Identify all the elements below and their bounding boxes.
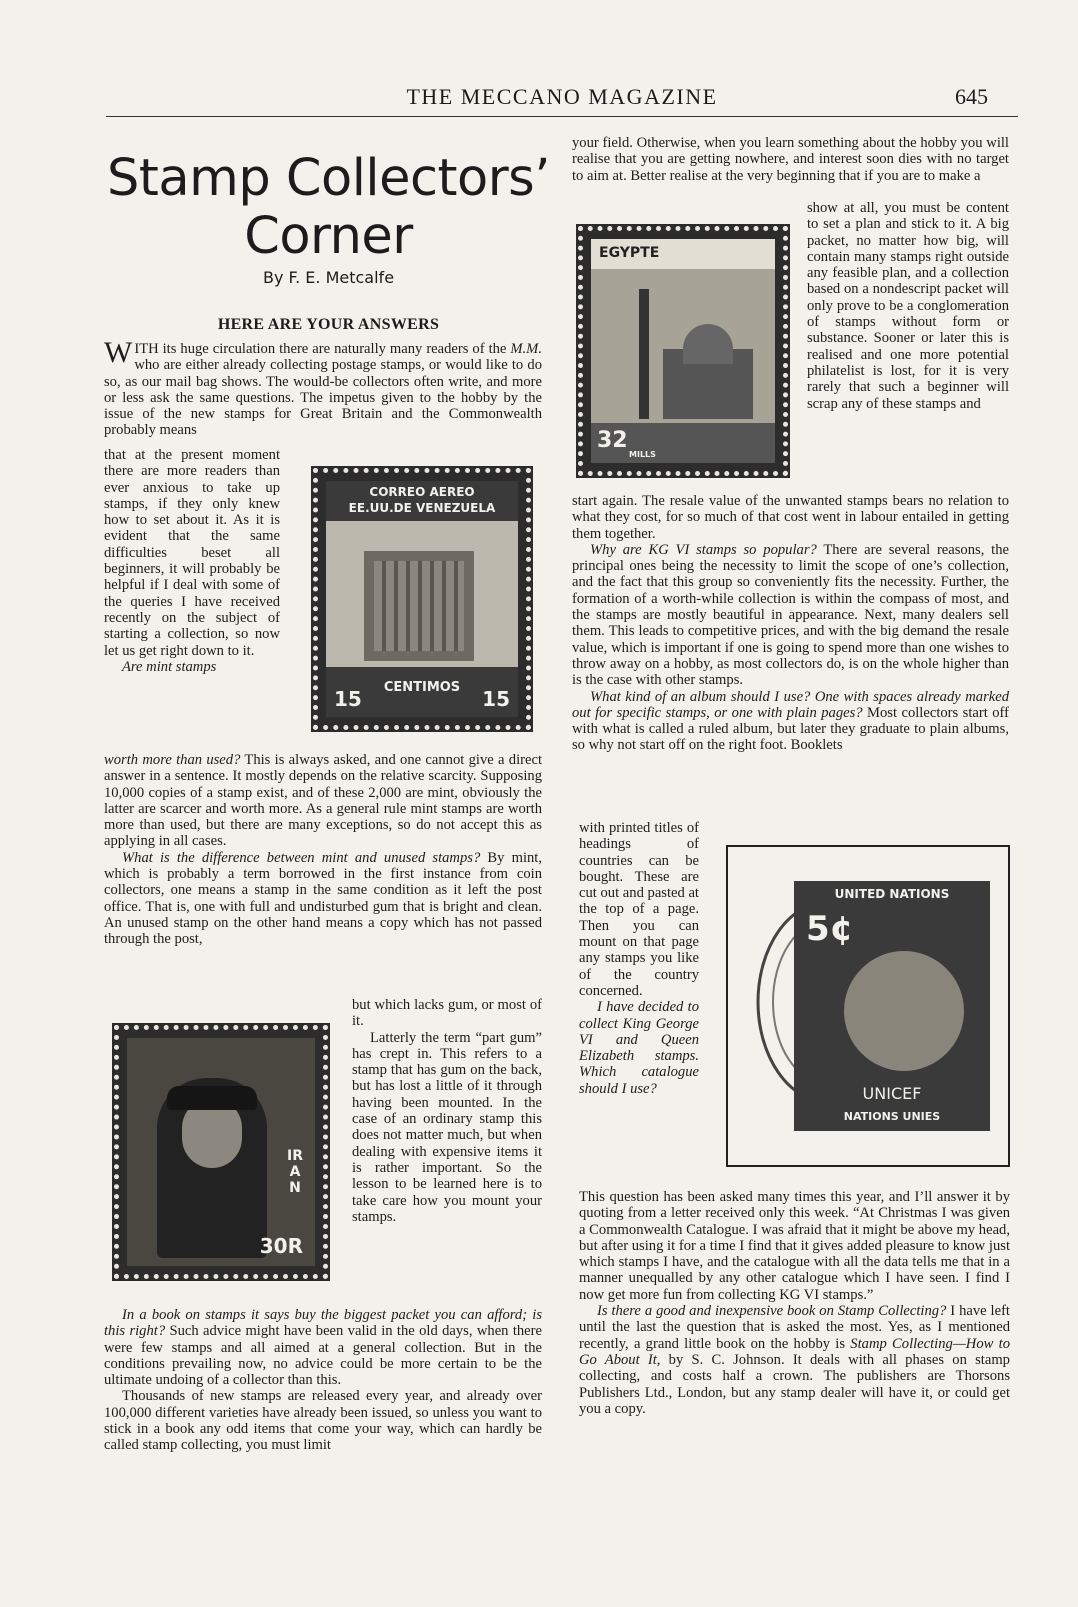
right-body-bottom: This question has been asked many times this year, and I’ll answer it by quoting from a letter received only this week. “At Christmas I was given a Commonwealth Catalogue. I was afraid that it might be above my head, but after using it for a time I find that it gives added pleasure to know just which stamps I have, and the catalogue with all the data tells me that in a manner unequalled by any other catalogue which I have seen. I find I now get more fun from collecting KG VI stamps.” Is there a good and inexpensive book on Stamp Collecting? I have left until the last the question that is asked the most. Yes, as I mentioned recently, a grand little book on the hobby is Stamp Collecting—How to Go About It, by S. C. Johnson. It deals with all phases on stamp collecting, and costs half a crown. The publishers are Thorsons Publishers Ltd., London, but any stamp dealer will have it, or could get you a copy.	[579, 1189, 1010, 1417]
narrow-text-right-1: show at all, you must be content to set a plan and stick to it. A big packet, no matter how big, will contain many stamps right outside any feasible plan, and a collection based on a nondescript packet will only prove to be a conglomeration of stamps without form or substance. Sooner or later this is realised and one more potential philatelist is lost, for it is very rarely that such a beginner will scrap any of these stamps and	[807, 200, 1009, 412]
article-byline: By F. E. Metcalfe	[262, 268, 395, 287]
left-body-2: In a book on stamps it says buy the biggest packet you can afford; is this right? Such advice might have been valid in the old days, when there were few stamps and all aimed at a general collection. But in the conditions prevailing now, no advice could be more certain to be the ultimate undoing of a collector than this. Thousands of new stamps are released every year, and already over 100,000 different varieties have already been issued, so unless you want to stick in a book any odd items that come your way, which can hardly be called stamp collecting, you must limit	[104, 1307, 542, 1454]
section-heading: HERE ARE YOUR ANSWERS	[217, 316, 440, 333]
magazine-title: THE MECCANO MAGAZINE	[406, 84, 718, 109]
iran-stamp-image: IRAN 30R	[114, 1025, 328, 1279]
narrow-text-left-2: but which lacks gum, or most of it. Latterly the term “part gum” has crept in. This refers to a stamp that has gum on the back, but has lost a little of it through having been mounted. In the case of an ordinary stamp this does not matter much, but when dealing with expensive items it is rather important. So the lesson to be learned here is to take care how you mount your stamps.	[352, 997, 542, 1225]
right-body-middle: start again. The resale value of the unwanted stamps bears no relation to what they cost, for so much of that cost went in labour entailed in getting them together. Why are KG VI stamps so popular? There are several reasons, the principal ones being the necessity to limit the scope of one’s collection, and the fact that this group so conveniently fits the necessity. Further, the formation of a worth-while collection is within the compass of most, and the stamps are mostly beautiful in appearance. Next, many dealers sell them. This leads to competitive prices, and with the big demand the resale value, which is important if one is going to spend more than one wishes to throw away on a hobby, as most collectors do, is on the whole higher than is the case with other stamps. What kind of an album should I use? One with spaces already marked out for specific stamps, or one with plain pages? Most collectors start off with what is called a ruled album, but later they graduate to plain albums, so why not start off on the right foot. Booklets	[572, 493, 1009, 754]
narrow-text-left-1: that at the present moment there are more readers than ever anxious to take up stamps, if they only knew how to set about it. As it is evident that the same difficulties beset all beginners, it will probably be helpful if I deal with some of the queries I have received recently on the subject of starting a collection, so now let us get right down to it. Are mint stamps	[104, 447, 280, 675]
venezuela-stamp-image: CORREO AEREO EE.UU.DE VENEZUELA CENTIMOS 15 15	[313, 468, 531, 730]
page-number: 645	[955, 84, 988, 109]
page-header	[106, 84, 1018, 117]
narrow-text-right-2: with printed titles of headings of countries can be bought. These are cut out and pasted at the top of a page. Then you can mount on that page any stamps you like of the country concerned. I have decided to collect King George VI and Queen Elizabeth stamps. Which catalogue should I use?	[579, 820, 699, 1097]
egypt-stamp-image: EGYPTE 32 MILLS	[578, 226, 788, 476]
intro-paragraph: WITH its huge circulation there are naturally many readers of the M.M. who are either already collecting postage stamps, or would like to do so, as our mail bag shows. The would-be collectors often write, and more or less ask the same questions. The impetus given to the hobby by the issue of the new stamps for Great Britain and the Commonwealth probably means	[104, 336, 542, 439]
right-body-top: your field. Otherwise, when you learn something about the hobby you will realise that you are getting nowhere, and interest soon dies with no target to aim at. Better realise at the very beginning that if you are to make a	[572, 135, 1009, 184]
united-nations-stamp-image: UNITED NATIONS 5¢ UNICEF NATIONS UNIES	[726, 845, 1010, 1167]
article-title: Stamp Collectors’ Corner	[107, 149, 550, 266]
left-body-1: worth more than used? This is always asked, and one cannot give a direct answer in a sentence. It mostly depends on the relative scarcity. Supposing 10,000 copies of a stamp exist, and of these 2,000 are mint, obviously the latter are scarcer and worth more. As a general rule mint stamps are worth more than used, but there are many exceptions, so do not accept this as applying in all cases. What is the difference between mint and unused stamps? By mint, which is probably a term borrowed in the first instance from coin collectors, one means a stamp in the same condition as it left the post office. That is, one with full and undisturbed gum that is bright and clean. An unused stamp on the other hand means a copy which has not passed through the post,	[104, 752, 542, 948]
